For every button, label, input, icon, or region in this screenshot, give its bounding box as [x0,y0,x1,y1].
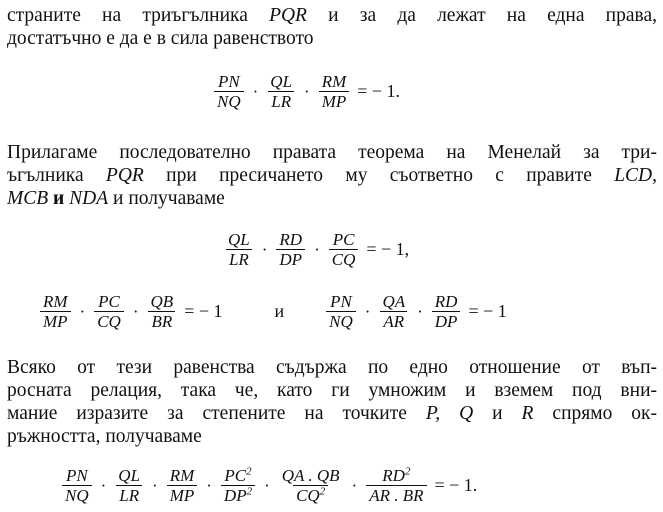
fraction: $\frac{PC}{CQ}$ [329,230,359,269]
paragraph-1 [7,4,657,50]
fraction: $\frac{QB}{BR}$ [148,292,177,331]
paragraph-3-line-2: росната релация, така че, като ги умножим и вземем под вни- [7,380,657,401]
paragraph-1-line-2: достатъчно е да е в сила равенството [7,28,314,49]
equation-3: $\frac{RM}{MP}$ · $\frac{PC}{CQ}$ · $\frac{QB}{BR}$ = − 1 и $\frac{PN}{NQ}$ · $\frac{QA}{AR}$ · $\frac{RD}{DP}$ = − 1 [38,292,507,331]
conjunction-and: и [274,301,285,321]
fraction: $\frac{QL}{LR}$ [115,466,143,505]
paragraph-3-line-3: мание изразите за степените на точките P, Q и R спрямо ок- [7,403,657,424]
equation-2: $\frac{QL}{LR}$ · $\frac{RD}{DP}$ · $\frac{PC}{CQ}$ = − 1, [223,230,409,269]
fraction: $\frac{RM}{MP}$ [40,292,71,331]
paragraph-3 [7,356,657,448]
paragraph-2-line-3: MCB и NDA и получаваме [7,188,225,209]
fraction: $\frac{PC}{CQ}$ [94,292,124,331]
paragraph-2 [7,141,657,210]
paragraph-3-line-4: ръжността, получаваме [7,426,202,447]
fraction: $\frac{PN}{NQ}$ [62,466,92,505]
fraction: $\frac{QL}{LR}$ [225,230,253,269]
fraction: $\frac{RM}{MP}$ [167,466,198,505]
var-pqr: PQR [269,5,307,26]
fraction: $\frac{RD}{DP}$ [432,292,461,331]
fraction: $\frac{PN}{NQ}$ [214,72,244,111]
paragraph-3-line-1: Всяко от тези равенства съдържа по едно отношение от въп- [7,357,657,378]
fraction: $\frac{QA}{AR}$ [379,292,408,331]
paragraph-2-line-1: Прилагаме последователно правата теорема на Менелай за три- [7,142,657,163]
fraction: $\frac{RD}{DP}$ [276,230,305,269]
fraction: $\frac{PN}{NQ}$ [326,292,356,331]
paragraph-2-line-2: ъгълника PQR при пресичането му съответно с правите LCD, [7,165,658,186]
fraction: $\frac{QL}{LR}$ [267,72,295,111]
fraction: $\frac{PC^2}{DP^2}$ [221,466,255,505]
equation-4: $\frac{PN}{NQ}$ · $\frac{QL}{LR}$ · $\frac{RM}{MP}$ · $\frac{PC^2}{DP^2}$ · $\frac{QA . QB}{CQ^2}$ · $\frac{RD^2}{AR . BR}$ = − 1. [60,466,477,505]
equation-1: $\frac{PN}{NQ}$ · $\frac{QL}{LR}$ · $\frac{RM}{MP}$ = − 1. [212,72,400,111]
paragraph-1-line-1: страните на триъгълника PQR и за да лежат на една права, [7,5,657,26]
fraction: $\frac{RM}{MP}$ [319,72,350,111]
fraction: $\frac{QA . QB}{CQ^2}$ [281,466,340,505]
fraction: $\frac{RD^2}{AR . BR}$ [366,466,426,505]
